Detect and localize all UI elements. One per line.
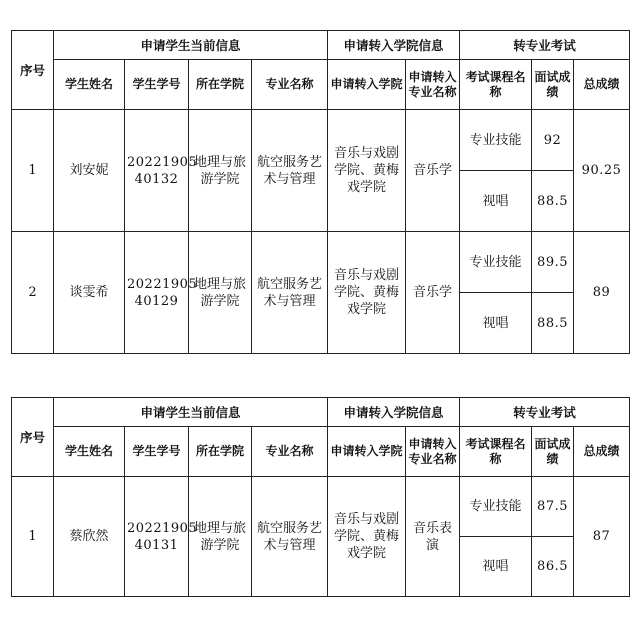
transfer-table-2 (11, 397, 630, 597)
cell-exam-course: 专业技能 (460, 477, 532, 537)
header-major: 专业名称 (252, 60, 328, 110)
cell-exam-course: 视唱 (460, 293, 532, 354)
cell-target-major: 音乐学 (406, 232, 460, 354)
cell-exam-score: 92 (532, 110, 574, 171)
cell-target-college: 音乐与戏剧学院、黄梅戏学院 (328, 110, 406, 232)
cell-target-major: 音乐表演 (406, 477, 460, 597)
header-exam-course: 考试课程名称 (460, 427, 532, 477)
header-current-info: 申请学生当前信息 (54, 398, 328, 427)
cell-target-major: 音乐学 (406, 110, 460, 232)
cell-name: 蔡欣然 (54, 477, 125, 597)
header-target-college: 申请转入学院 (328, 427, 406, 477)
cell-exam-course: 视唱 (460, 537, 532, 597)
cell-exam-course: 视唱 (460, 171, 532, 232)
header-seq: 序号 (12, 398, 54, 477)
cell-seq: 1 (12, 110, 54, 232)
cell-exam-score: 89.5 (532, 232, 574, 293)
cell-student-id: 20221905 40132 (125, 110, 189, 232)
cell-target-college: 音乐与戏剧学院、黄梅戏学院 (328, 477, 406, 597)
header-exam-course: 考试课程名称 (460, 60, 532, 110)
cell-target-college: 音乐与戏剧学院、黄梅戏学院 (328, 232, 406, 354)
cell-total: 89 (574, 232, 630, 354)
cell-exam-course: 专业技能 (460, 110, 532, 171)
header-college: 所在学院 (189, 60, 252, 110)
table-row (12, 232, 630, 293)
header-student-id: 学生学号 (125, 427, 189, 477)
cell-student-id: 20221905 40131 (125, 477, 189, 597)
cell-exam-score: 86.5 (532, 537, 574, 597)
header-student-name: 学生姓名 (54, 60, 125, 110)
header-exam: 转专业考试 (460, 398, 630, 427)
header-transfer-info: 申请转入学院信息 (328, 31, 460, 60)
header-interview-score: 面试成绩 (532, 427, 574, 477)
cell-exam-course: 专业技能 (460, 232, 532, 293)
header-exam: 转专业考试 (460, 31, 630, 60)
cell-exam-score: 87.5 (532, 477, 574, 537)
cell-college: 地理与旅游学院 (189, 232, 252, 354)
header-total-score: 总成绩 (574, 60, 630, 110)
cell-seq: 1 (12, 477, 54, 597)
cell-total: 90.25 (574, 110, 630, 232)
header-interview-score: 面试成绩 (532, 60, 574, 110)
header-target-college: 申请转入学院 (328, 60, 406, 110)
table-row (12, 477, 630, 537)
cell-name: 谈雯希 (54, 232, 125, 354)
header-target-major: 申请转入专业名称 (406, 427, 460, 477)
header-seq: 序号 (12, 31, 54, 110)
header-student-name: 学生姓名 (54, 427, 125, 477)
cell-exam-score: 88.5 (532, 171, 574, 232)
header-transfer-info: 申请转入学院信息 (328, 398, 460, 427)
header-major: 专业名称 (252, 427, 328, 477)
header-current-info: 申请学生当前信息 (54, 31, 328, 60)
table-row (12, 110, 630, 171)
header-student-id: 学生学号 (125, 60, 189, 110)
header-target-major: 申请转入专业名称 (406, 60, 460, 110)
cell-name: 刘安妮 (54, 110, 125, 232)
cell-exam-score: 88.5 (532, 293, 574, 354)
cell-major: 航空服务艺术与管理 (252, 477, 328, 597)
cell-student-id: 20221905 40129 (125, 232, 189, 354)
cell-college: 地理与旅游学院 (189, 477, 252, 597)
header-total-score: 总成绩 (574, 427, 630, 477)
cell-college: 地理与旅游学院 (189, 110, 252, 232)
transfer-table-1 (11, 30, 630, 354)
cell-major: 航空服务艺术与管理 (252, 232, 328, 354)
cell-major: 航空服务艺术与管理 (252, 110, 328, 232)
cell-total: 87 (574, 477, 630, 597)
header-college: 所在学院 (189, 427, 252, 477)
cell-seq: 2 (12, 232, 54, 354)
